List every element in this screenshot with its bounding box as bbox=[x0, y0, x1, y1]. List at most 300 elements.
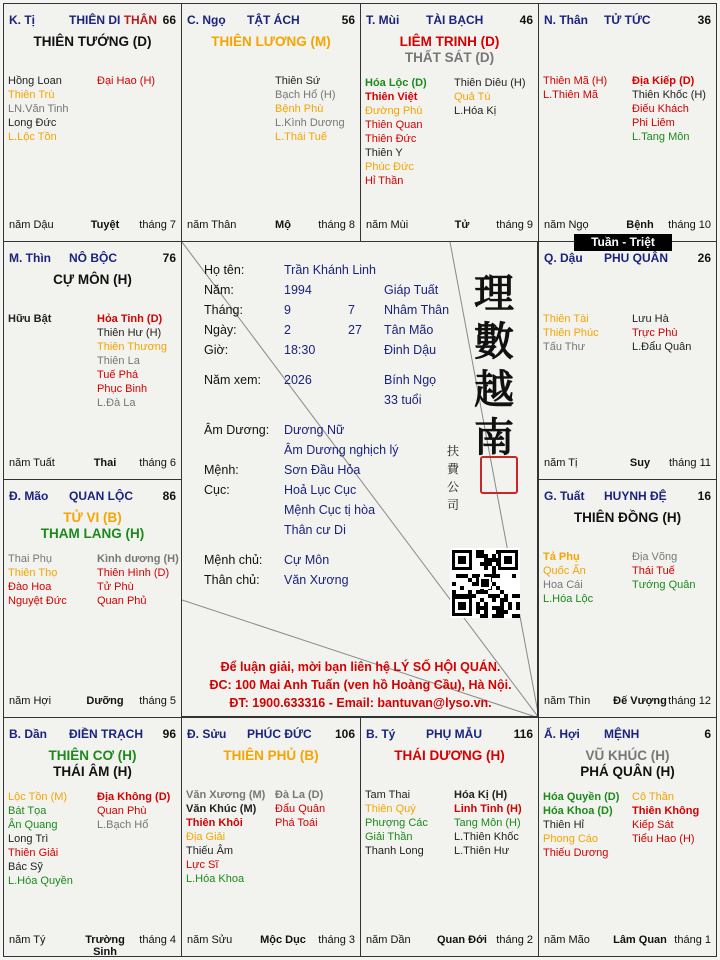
palace-name bbox=[69, 489, 133, 503]
minor-star: Đẩu Quân bbox=[275, 803, 326, 815]
minor-star: Bệnh Phù bbox=[275, 103, 324, 115]
palace-name bbox=[247, 727, 312, 741]
minor-star: Đại Hao (H) bbox=[97, 75, 156, 87]
minor-star: Bác Sỹ bbox=[8, 861, 43, 873]
minor-star: Thanh Long bbox=[365, 845, 424, 857]
minor-star: Đường Phù bbox=[365, 105, 423, 117]
center-info-panel bbox=[181, 241, 538, 717]
minor-star: L.Thái Tuế bbox=[275, 131, 327, 143]
minor-star: L.Lộc Tồn bbox=[8, 131, 57, 143]
year-cycle: năm Thân bbox=[187, 219, 237, 231]
name-label: Họ tên: bbox=[204, 263, 245, 277]
minor-stars-left bbox=[186, 788, 270, 886]
palace-number: 86 bbox=[162, 489, 176, 503]
palace-hoi bbox=[538, 717, 717, 957]
month-cycle: tháng 6 bbox=[139, 457, 176, 469]
palace-footer bbox=[187, 219, 355, 233]
main-star: LIÊM TRINH (D) bbox=[399, 34, 500, 49]
minor-star: Hóa Lộc (D) bbox=[365, 77, 427, 89]
minor-star: Thiên Khốc (H) bbox=[632, 89, 706, 101]
life-stage: Thai bbox=[93, 457, 117, 469]
month-cycle: tháng 7 bbox=[139, 219, 176, 231]
palace-number: 6 bbox=[704, 727, 711, 741]
minor-star: Thiên Không bbox=[632, 805, 700, 817]
month-cycle: tháng 12 bbox=[668, 695, 711, 707]
minor-star: Thiên Tài bbox=[543, 313, 589, 325]
palace-header bbox=[9, 727, 176, 743]
hour-label: Giờ: bbox=[204, 343, 229, 357]
palace-header bbox=[9, 489, 176, 505]
palace-title: TỬ TỨC bbox=[604, 13, 651, 27]
palace-dau bbox=[538, 241, 717, 480]
minor-stars-right bbox=[454, 788, 538, 858]
palace-footer bbox=[366, 934, 533, 948]
branch-label: N. Thân bbox=[544, 13, 588, 27]
minor-stars-left bbox=[543, 790, 627, 860]
minor-star: Hỉ Thần bbox=[365, 175, 404, 187]
minor-stars-right bbox=[632, 74, 716, 144]
minor-star: Thiên Quan bbox=[365, 119, 423, 131]
main-star: THIÊN TƯỚNG (D) bbox=[33, 34, 152, 49]
minor-stars-left bbox=[543, 550, 627, 606]
minor-star: L.Hóa Quyền bbox=[8, 875, 73, 887]
vertical-char: 費 bbox=[446, 462, 459, 476]
palace-number: 106 bbox=[334, 727, 355, 741]
month-cycle: tháng 10 bbox=[668, 219, 711, 231]
minor-star: Thiên Diêu (H) bbox=[454, 77, 526, 89]
minor-stars-left bbox=[8, 312, 92, 326]
minor-star: Thiếu Âm bbox=[186, 845, 234, 857]
palace-footer bbox=[544, 219, 711, 233]
minor-star: Thiên Mã (H) bbox=[543, 75, 608, 87]
hour-value: 18:30 bbox=[284, 343, 316, 357]
month-cycle: tháng 2 bbox=[496, 934, 533, 946]
minor-star: Tướng Quân bbox=[632, 579, 696, 591]
than-marker: THÂN bbox=[123, 13, 158, 27]
vertical-char: 公 bbox=[446, 480, 459, 494]
minor-stars-left bbox=[8, 74, 92, 144]
vertical-text bbox=[444, 442, 462, 514]
contact-line-2: ĐC: 100 Mai Anh Tuấn (ven hồ Hoàng Cầu), Hà Nội. bbox=[209, 678, 512, 692]
view-year-label: Năm xem: bbox=[204, 373, 261, 387]
minor-stars-right bbox=[632, 790, 716, 846]
minor-star: Thiên Việt bbox=[365, 91, 418, 103]
palace-number: 16 bbox=[697, 489, 711, 503]
main-stars bbox=[361, 748, 538, 764]
palace-footer bbox=[9, 695, 176, 709]
minor-star: Thiên Giải bbox=[8, 847, 59, 859]
minor-stars-left bbox=[8, 552, 92, 608]
minor-star: Thái Tuế bbox=[632, 565, 675, 577]
palace-number: 66 bbox=[162, 13, 176, 27]
minor-stars-left bbox=[365, 76, 449, 188]
palace-name bbox=[426, 727, 482, 741]
palace-footer bbox=[9, 934, 176, 957]
vertical-char: 司 bbox=[446, 498, 459, 512]
palace-title: TẬT ÁCH bbox=[247, 13, 300, 27]
palace-title: PHÚC ĐỨC bbox=[247, 727, 312, 741]
minor-star: Thiên Hỉ bbox=[543, 819, 584, 831]
palace-footer bbox=[544, 457, 711, 471]
minor-star: Lực Sĩ bbox=[186, 859, 219, 871]
minor-star: Hữu Bật bbox=[8, 313, 52, 325]
am-duong-note: Âm Dương nghịch lý bbox=[284, 443, 399, 457]
minor-star: Tuế Phá bbox=[97, 369, 139, 381]
palace-ty bbox=[360, 717, 539, 957]
minor-star: Hồng Loan bbox=[8, 75, 62, 87]
minor-star: Long Đức bbox=[8, 117, 57, 129]
minor-star: Thiên Phúc bbox=[543, 327, 599, 339]
main-stars bbox=[4, 34, 181, 50]
month-cycle: tháng 11 bbox=[668, 457, 711, 469]
minor-star: Quốc Ấn bbox=[543, 565, 586, 577]
minor-star: L.Hóa Khoa bbox=[186, 873, 245, 885]
year-cycle: năm Dần bbox=[366, 934, 411, 946]
palace-number: 56 bbox=[341, 13, 355, 27]
life-stage: Mộc Dục bbox=[260, 934, 306, 946]
minor-star: Bạch Hổ (H) bbox=[275, 89, 336, 101]
main-star: THIÊN LƯƠNG (M) bbox=[211, 34, 331, 49]
life-stage: Bệnh bbox=[626, 219, 654, 231]
menh-chu-value: Cự Môn bbox=[284, 553, 330, 567]
branch-label: M. Thìn bbox=[9, 251, 51, 265]
palace-than bbox=[538, 3, 717, 242]
hour-can-chi: Đinh Dậu bbox=[384, 343, 437, 357]
minor-star: Giải Thần bbox=[365, 831, 413, 843]
minor-star: Bát Tọa bbox=[8, 805, 47, 817]
month-value: 9 bbox=[284, 303, 291, 317]
palace-number: 76 bbox=[162, 251, 176, 265]
minor-star: Lưu Hà bbox=[632, 313, 669, 325]
year-cycle: năm Tý bbox=[9, 934, 46, 946]
palace-number: 26 bbox=[697, 251, 711, 265]
view-year-can-chi: Bính Ngọ bbox=[384, 373, 437, 387]
minor-stars-right bbox=[275, 788, 359, 830]
minor-star: Thai Phụ bbox=[8, 553, 53, 565]
minor-star: Thiên Khôi bbox=[186, 817, 243, 829]
year-cycle: năm Mùi bbox=[366, 219, 409, 231]
minor-star: Tam Thai bbox=[365, 789, 411, 801]
minor-star: Văn Khúc (M) bbox=[186, 803, 257, 815]
main-star: THIÊN ĐỒNG (H) bbox=[573, 510, 682, 525]
branch-label: Đ. Sửu bbox=[187, 727, 227, 741]
minor-star: Đà La (D) bbox=[275, 789, 324, 801]
minor-star: Thiên Trù bbox=[8, 89, 55, 101]
minor-star: L.Hóa Lộc bbox=[543, 593, 594, 605]
palace-title: PHU QUÂN bbox=[604, 251, 669, 265]
month-label: Tháng: bbox=[204, 303, 243, 317]
minor-star: Tử Phù bbox=[97, 581, 134, 593]
palace-footer bbox=[9, 219, 176, 233]
palace-title: TÀI BẠCH bbox=[426, 13, 484, 27]
month-cycle: tháng 3 bbox=[318, 934, 355, 946]
menh-chu-label: Mệnh chủ: bbox=[204, 553, 263, 567]
minor-star: Thiên Hình (D) bbox=[97, 567, 170, 579]
minor-star: Tấu Thư bbox=[543, 341, 586, 353]
palace-thin bbox=[3, 241, 182, 480]
palace-dan bbox=[3, 717, 182, 957]
palace-header bbox=[9, 251, 176, 267]
minor-star: Tả Phụ bbox=[543, 551, 580, 563]
branch-label: Ấ. Hợi bbox=[544, 727, 580, 741]
month-cycle: tháng 8 bbox=[318, 219, 355, 231]
palace-header bbox=[366, 13, 533, 29]
minor-star: Trực Phù bbox=[632, 327, 678, 339]
minor-star: Hóa Khoa (D) bbox=[543, 805, 613, 817]
am-duong-label: Âm Dương: bbox=[204, 423, 270, 437]
minor-star: L.Thiên Khốc bbox=[454, 831, 519, 843]
year-can-chi: Giáp Tuất bbox=[384, 283, 439, 297]
tuan-triet-badge: Tuần - Triệt bbox=[574, 234, 672, 251]
palace-title: QUAN LỘC bbox=[69, 489, 133, 503]
minor-star: Phá Toái bbox=[275, 817, 318, 829]
than-chu-value: Văn Xương bbox=[284, 573, 349, 587]
month-cycle: tháng 5 bbox=[139, 695, 176, 707]
minor-stars-right bbox=[632, 550, 716, 592]
minor-star: Thiên Đức bbox=[365, 133, 417, 145]
palace-footer bbox=[9, 457, 176, 471]
calligraphy-logo bbox=[468, 270, 520, 462]
logo-char: 理 bbox=[474, 270, 514, 317]
palace-title: ĐIỀN TRẠCH bbox=[69, 727, 143, 741]
palace-footer bbox=[544, 934, 711, 948]
minor-star: Ân Quang bbox=[8, 819, 58, 831]
main-stars bbox=[182, 34, 360, 50]
palace-mao bbox=[3, 479, 182, 718]
palace-number: 116 bbox=[513, 727, 533, 741]
palace-header bbox=[9, 13, 176, 29]
minor-star: L.Bạch Hổ bbox=[97, 819, 149, 831]
palace-ti bbox=[3, 3, 182, 242]
palace-name bbox=[426, 13, 483, 27]
branch-label: B. Dần bbox=[9, 727, 48, 741]
main-stars bbox=[539, 510, 716, 526]
minor-star: Hỏa Tinh (D) bbox=[97, 313, 163, 325]
branch-label: T. Mùi bbox=[366, 13, 400, 27]
year-value: 1994 bbox=[284, 283, 312, 297]
life-stage: Suy bbox=[629, 457, 651, 469]
branch-label: K. Tị bbox=[9, 13, 35, 27]
palace-title: THIÊN DI bbox=[69, 13, 121, 27]
minor-star: Phục Binh bbox=[97, 383, 148, 395]
minor-star: Hóa Kị (H) bbox=[454, 789, 508, 801]
minor-star: Linh Tinh (H) bbox=[454, 803, 522, 815]
minor-star: Tiểu Hao (H) bbox=[632, 833, 695, 845]
month-cycle: tháng 1 bbox=[674, 934, 711, 946]
minor-stars-right bbox=[97, 552, 181, 608]
minor-star: Quan Phủ bbox=[97, 595, 147, 607]
branch-label: Đ. Mão bbox=[9, 489, 49, 503]
minor-star: Địa Võng bbox=[632, 551, 678, 563]
minor-stars-right bbox=[97, 74, 181, 88]
palace-header bbox=[544, 489, 711, 505]
minor-star: Thiên Quý bbox=[365, 803, 416, 815]
minor-star: Nguyệt Đức bbox=[8, 595, 67, 607]
palace-footer bbox=[366, 219, 533, 233]
palace-name bbox=[604, 13, 651, 27]
than-cu-note: Thân cư Di bbox=[284, 523, 346, 537]
minor-stars-left bbox=[8, 790, 92, 888]
palace-title: MỆNH bbox=[604, 727, 640, 741]
age-value: 33 tuổi bbox=[384, 393, 422, 407]
minor-star: Lộc Tồn (M) bbox=[8, 791, 68, 803]
contact-line-1: Để luận giải, mời bạn liên hệ LÝ SỐ HỘI QUÁN. bbox=[220, 660, 501, 674]
minor-stars-right bbox=[632, 312, 716, 354]
minor-star: Địa Giải bbox=[186, 831, 226, 843]
vertical-char: 扶 bbox=[446, 444, 459, 458]
main-stars bbox=[539, 748, 716, 780]
minor-star: Đào Hoa bbox=[8, 581, 52, 593]
day-value: 2 bbox=[284, 323, 291, 337]
minor-star: Thiên Thương bbox=[97, 341, 168, 353]
minor-star: L.Thiên Hư bbox=[454, 845, 510, 857]
menh-label: Mệnh: bbox=[204, 463, 239, 477]
minor-stars-right bbox=[275, 74, 359, 144]
main-star: THIÊN CƠ (H) bbox=[48, 748, 137, 763]
year-cycle: năm Tị bbox=[544, 457, 578, 469]
year-cycle: năm Dậu bbox=[9, 219, 54, 231]
minor-star: Văn Xương (M) bbox=[186, 789, 266, 801]
minor-star: Địa Không (D) bbox=[97, 791, 171, 803]
minor-star: Kiếp Sát bbox=[632, 819, 674, 831]
palace-header bbox=[187, 13, 355, 29]
main-star: THÁI ÂM (H) bbox=[53, 764, 132, 779]
life-stage: Đế Vượng bbox=[613, 695, 667, 707]
menh-value: Sơn Đầu Hỏa bbox=[284, 463, 361, 477]
logo-char: 南 bbox=[474, 414, 514, 461]
main-stars bbox=[4, 272, 181, 288]
main-star: TỬ VI (B) bbox=[63, 510, 122, 525]
palace-footer bbox=[544, 695, 711, 709]
palace-mui bbox=[360, 3, 539, 242]
palace-name bbox=[604, 251, 668, 265]
minor-star: Phượng Các bbox=[365, 817, 428, 829]
year-cycle: năm Thìn bbox=[544, 695, 591, 707]
palace-footer bbox=[187, 934, 355, 948]
year-cycle: năm Sửu bbox=[187, 934, 233, 946]
branch-label: G. Tuất bbox=[544, 489, 585, 503]
main-stars bbox=[4, 748, 181, 780]
palace-title: PHỤ MẪU bbox=[426, 727, 482, 741]
minor-star: Hóa Quyền (D) bbox=[543, 791, 620, 803]
minor-star: Thiên La bbox=[97, 355, 140, 367]
minor-star: Cô Thần bbox=[632, 791, 674, 803]
branch-label: B. Tý bbox=[366, 727, 396, 741]
minor-star: L.Đà La bbox=[97, 397, 136, 409]
main-star: THIÊN PHỦ (B) bbox=[223, 748, 319, 763]
palace-number: 36 bbox=[697, 13, 711, 27]
palace-name bbox=[247, 13, 300, 27]
palace-name bbox=[69, 727, 143, 741]
qr-code-icon bbox=[450, 548, 520, 618]
month-can-chi: Nhâm Thân bbox=[384, 303, 450, 317]
view-year-value: 2026 bbox=[284, 373, 312, 387]
than-chu-label: Thân chủ: bbox=[204, 573, 260, 587]
minor-star: Thiên Y bbox=[365, 147, 403, 159]
minor-stars-left bbox=[543, 312, 627, 354]
branch-label: C. Ngọ bbox=[187, 13, 226, 27]
minor-star: Phi Liêm bbox=[632, 117, 675, 129]
palace-ngo bbox=[181, 3, 361, 242]
minor-star: Phúc Đức bbox=[365, 161, 414, 173]
main-star: THÁI DƯƠNG (H) bbox=[394, 748, 505, 763]
life-stage: Dưỡng bbox=[86, 695, 124, 707]
lunar-day-value: 27 bbox=[348, 323, 362, 337]
minor-star: L.Kình Dương bbox=[275, 117, 345, 129]
life-stage: Tử bbox=[454, 219, 470, 231]
minor-star: L.Tang Môn bbox=[632, 131, 690, 143]
palace-name bbox=[69, 13, 157, 27]
branch-label: Q. Dậu bbox=[544, 251, 583, 265]
palace-header bbox=[366, 727, 533, 743]
cuc-note: Mệnh Cục tị hòa bbox=[284, 503, 376, 517]
minor-stars-left bbox=[543, 74, 627, 102]
palace-title: NÔ BỘC bbox=[69, 251, 117, 265]
minor-stars-right bbox=[454, 76, 538, 118]
main-star: THAM LANG (H) bbox=[40, 526, 145, 541]
main-star: PHÁ QUÂN (H) bbox=[580, 764, 675, 779]
minor-stars-right bbox=[97, 312, 181, 410]
main-star: THẤT SÁT (D) bbox=[404, 50, 495, 65]
palace-title: HUYNH ĐỆ bbox=[604, 489, 667, 503]
name-value: Trần Khánh Linh bbox=[284, 263, 376, 277]
year-cycle: năm Hợi bbox=[9, 695, 52, 707]
minor-star: Hoa Cái bbox=[543, 579, 583, 591]
palace-name bbox=[69, 251, 117, 265]
minor-stars-left bbox=[365, 788, 449, 858]
life-stage: Tuyệt bbox=[90, 219, 120, 231]
year-cycle: năm Tuất bbox=[9, 457, 55, 469]
life-stage: Trường Sinh bbox=[85, 934, 125, 957]
minor-star: Thiên Sứ bbox=[275, 75, 321, 87]
palace-number: 46 bbox=[519, 13, 533, 27]
palace-header bbox=[544, 727, 711, 743]
minor-star: L.Đẩu Quân bbox=[632, 341, 692, 353]
minor-star: Địa Kiếp (D) bbox=[632, 75, 695, 87]
minor-star: L.Hóa Kị bbox=[454, 105, 497, 117]
lunar-month-value: 7 bbox=[348, 303, 355, 317]
main-stars bbox=[182, 748, 360, 764]
life-stage: Lâm Quan bbox=[613, 934, 667, 946]
minor-star: Phong Cáo bbox=[543, 833, 599, 845]
minor-stars-right bbox=[97, 790, 181, 832]
day-can-chi: Tân Mão bbox=[384, 323, 434, 337]
life-stage: Quan Đới bbox=[437, 934, 487, 946]
minor-star: Thiên Thọ bbox=[8, 567, 58, 579]
palace-number: 96 bbox=[162, 727, 176, 741]
palace-suu bbox=[181, 717, 361, 957]
palace-header bbox=[187, 727, 355, 743]
palace-header bbox=[544, 13, 711, 29]
minor-star: Quả Tú bbox=[454, 91, 491, 103]
minor-star: Điếu Khách bbox=[632, 103, 689, 115]
palace-name bbox=[604, 489, 667, 503]
main-stars bbox=[4, 510, 181, 542]
year-cycle: năm Ngọ bbox=[544, 219, 589, 231]
logo-char: 數 bbox=[474, 318, 514, 365]
cuc-label: Cục: bbox=[204, 483, 230, 497]
month-cycle: tháng 4 bbox=[139, 934, 176, 946]
year-label: Năm: bbox=[204, 283, 234, 297]
main-star: CỰ MÔN (H) bbox=[53, 272, 132, 287]
palace-header bbox=[544, 251, 711, 267]
cuc-value: Hoả Lục Cục bbox=[284, 483, 357, 497]
contact-block bbox=[194, 658, 527, 712]
minor-star: L.Thiên Mã bbox=[543, 89, 599, 101]
minor-star: LN.Văn Tinh bbox=[8, 103, 69, 115]
day-label: Ngày: bbox=[204, 323, 237, 337]
year-cycle: năm Mão bbox=[544, 934, 590, 946]
